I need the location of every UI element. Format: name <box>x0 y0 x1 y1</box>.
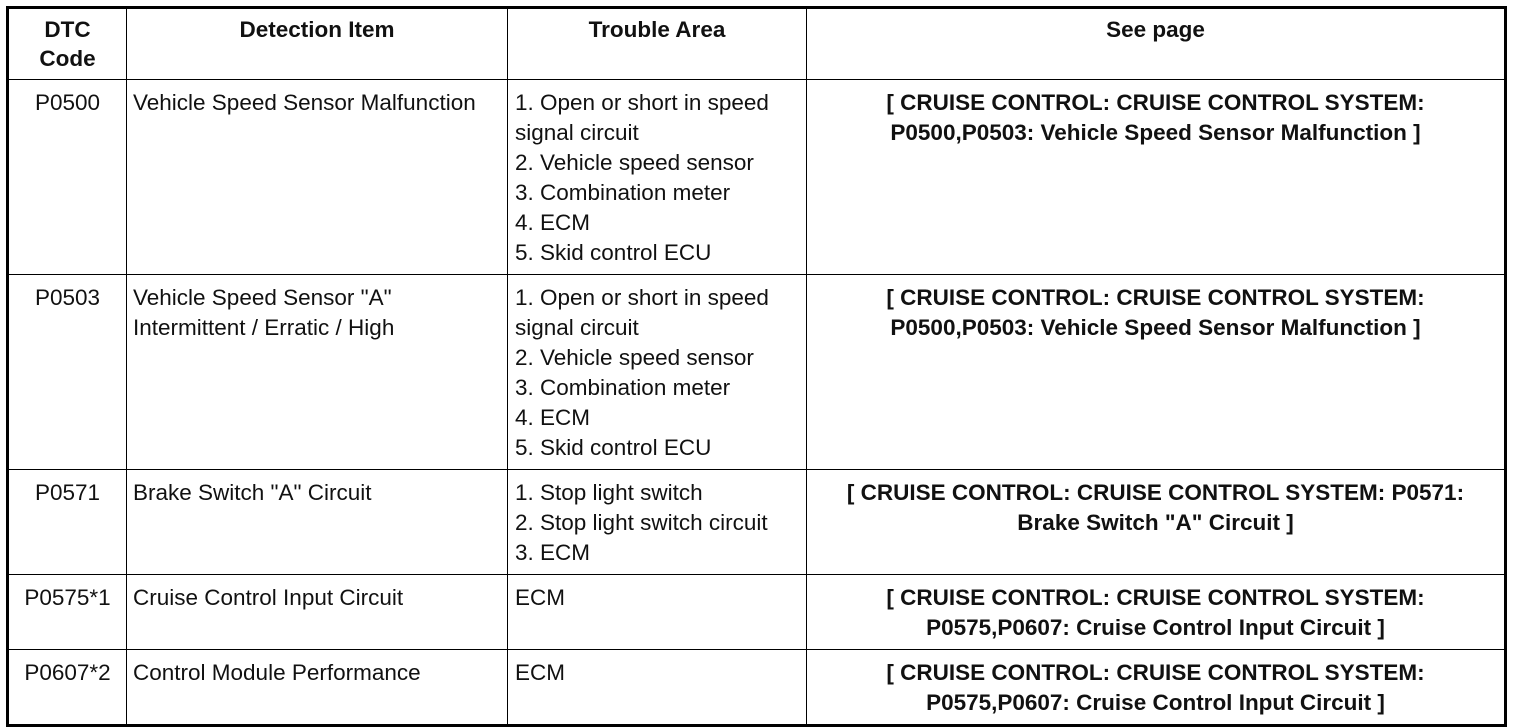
trouble-area-cell <box>508 575 807 650</box>
see-page-link[interactable]: [ CRUISE CONTROL: CRUISE CONTROL SYSTEM: P0571: Brake Switch "A" Circuit ] <box>846 480 1465 535</box>
trouble-area-cell <box>508 470 807 575</box>
see-page-link[interactable]: [ CRUISE CONTROL: CRUISE CONTROL SYSTEM: P0575,P0607: Cruise Control Input Circuit ] <box>886 660 1425 715</box>
header-dtc-code-line1: DTC <box>44 17 91 42</box>
detection-item-cell: Vehicle Speed Sensor Malfunction <box>127 80 508 275</box>
see-page-cell <box>807 275 1506 470</box>
trouble-area-line: 1. Open or short in speed signal circuit <box>515 285 769 340</box>
trouble-area-line: 1. Stop light switch <box>515 480 703 505</box>
trouble-area-line: 5. Skid control ECU <box>515 240 712 265</box>
table-row <box>8 575 1506 650</box>
trouble-area-line: 4. ECM <box>515 405 591 430</box>
dtc-table <box>6 6 1507 727</box>
see-page-link[interactable]: [ CRUISE CONTROL: CRUISE CONTROL SYSTEM: P0500,P0503: Vehicle Speed Sensor Malfunction ] <box>886 90 1425 145</box>
dtc-code-cell: P0503 <box>8 275 127 470</box>
trouble-area-line: 2. Vehicle speed sensor <box>515 345 754 370</box>
dtc-code-cell: P0607*2 <box>8 650 127 726</box>
dtc-code-cell: P0575*1 <box>8 575 127 650</box>
trouble-area-line: 5. Skid control ECU <box>515 435 712 460</box>
trouble-area-cell <box>508 650 807 726</box>
header-trouble-area: Trouble Area <box>508 8 807 80</box>
trouble-area-cell <box>508 275 807 470</box>
detection-item-cell: Vehicle Speed Sensor "A" Intermittent / Erratic / High <box>127 275 508 470</box>
see-page-link[interactable]: [ CRUISE CONTROL: CRUISE CONTROL SYSTEM: P0575,P0607: Cruise Control Input Circuit ] <box>886 585 1425 640</box>
trouble-area-line: 3. ECM <box>515 540 591 565</box>
table-row <box>8 470 1506 575</box>
see-page-link[interactable]: [ CRUISE CONTROL: CRUISE CONTROL SYSTEM: P0500,P0503: Vehicle Speed Sensor Malfunction ] <box>886 285 1425 340</box>
trouble-area-line: 3. Combination meter <box>515 375 731 400</box>
detection-item-cell: Brake Switch "A" Circuit <box>127 470 508 575</box>
trouble-area-line: 2. Vehicle speed sensor <box>515 150 754 175</box>
see-page-cell <box>807 650 1506 726</box>
header-dtc-code <box>8 8 127 80</box>
header-detection-item: Detection Item <box>127 8 508 80</box>
trouble-area-line: 1. Open or short in speed signal circuit <box>515 90 769 145</box>
detection-item-cell: Cruise Control Input Circuit <box>127 575 508 650</box>
trouble-area-line: 3. Combination meter <box>515 180 731 205</box>
detection-item-cell: Control Module Performance <box>127 650 508 726</box>
trouble-area-cell <box>508 80 807 275</box>
see-page-cell <box>807 575 1506 650</box>
header-row <box>8 8 1506 80</box>
dtc-code-cell: P0500 <box>8 80 127 275</box>
trouble-area-line: ECM <box>515 585 565 610</box>
see-page-cell <box>807 80 1506 275</box>
header-see-page: See page <box>807 8 1506 80</box>
table-row <box>8 80 1506 275</box>
table-row <box>8 650 1506 726</box>
header-dtc-code-line2: Code <box>39 46 96 71</box>
trouble-area-line: 4. ECM <box>515 210 591 235</box>
trouble-area-line: 2. Stop light switch circuit <box>515 510 768 535</box>
trouble-area-line: ECM <box>515 660 565 685</box>
see-page-cell <box>807 470 1506 575</box>
dtc-code-cell: P0571 <box>8 470 127 575</box>
table-row <box>8 275 1506 470</box>
